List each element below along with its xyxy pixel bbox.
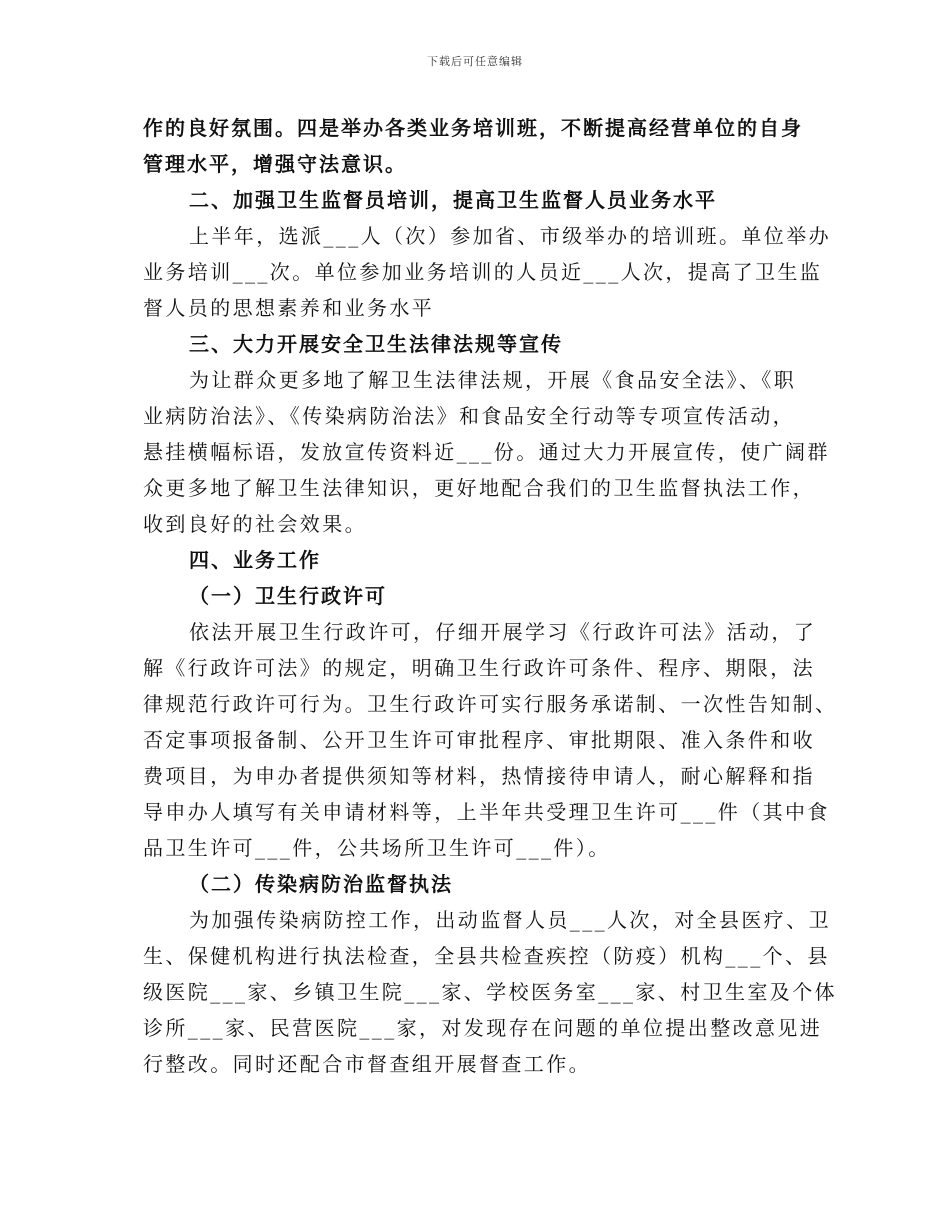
section-heading: 二、加强卫生监督员培训，提高卫生监督人员业务水平 — [189, 188, 717, 212]
text-line: 业务培训___次。单位参加业务培训的人员近___人次，提高了卫生监 — [143, 260, 823, 284]
section-heading: 三、大力开展安全卫生法律法规等宣传 — [189, 332, 563, 356]
text-line: 否定事项报备制、公开卫生许可审批程序、审批期限、准入条件和收 — [143, 728, 815, 752]
text-line: 督人员的思想素养和业务水平 — [143, 296, 435, 320]
text-line: 生、保健机构进行执法检查，全县共检查疾控（防疫）机构___个、县 — [143, 944, 830, 968]
text-line: 为加强传染病防控工作，出动监督人员___人次，对全县医疗、卫 — [189, 908, 831, 932]
text-line: 品卫生许可___件，公共场所卫生许可___件）。 — [143, 836, 611, 860]
text-line: 级医院___家、乡镇卫生院___家、学校医务室___家、村卫生室及个体 — [143, 980, 837, 1004]
text-line: 解《行政许可法》的规定，明确卫生行政许可条件、程序、期限，法 — [143, 656, 815, 680]
text-line: 业病防治法》、《传染病防治法》和食品安全行动等专项宣传活动， — [143, 404, 795, 428]
text-line: 管理水平，增强守法意识。 — [143, 152, 407, 176]
text-line: 上半年，选派___人（次）参加省、市级举办的培训班。单位举办 — [189, 224, 831, 248]
page-header: 下载后可任意编辑 — [427, 55, 523, 68]
section-heading: 四、业务工作 — [189, 548, 321, 572]
text-line: 依法开展卫生行政许可，仔细开展学习《行政许可法》活动，了 — [189, 620, 817, 644]
subsection-heading: （一）卫生行政许可 — [189, 584, 387, 608]
text-line: 导申办人填写有关申请材料等，上半年共受理卫生许可___件（其中食 — [143, 800, 830, 824]
text-line: 诊所___家、民营医院___家，对发现存在问题的单位提出整改意见进 — [143, 1016, 823, 1040]
text-line: 作的良好氛围。四是举办各类业务培训班，不断提高经营单位的自身 — [143, 116, 803, 140]
subsection-heading: （二）传染病防治监督执法 — [189, 872, 453, 896]
text-line: 收到良好的社会效果。 — [143, 512, 367, 536]
text-line: 费项目，为申办者提供须知等材料，热情接待申请人，耐心解释和指 — [143, 764, 815, 788]
text-line: 行整改。同时还配合市督查组开展督查工作。 — [143, 1052, 591, 1076]
text-line: 律规范行政许可行为。卫生行政许可实行服务承诺制、一次性告知制、 — [143, 692, 838, 716]
text-line: 为让群众更多地了解卫生法律法规，开展《食品安全法》、《职 — [189, 368, 797, 392]
text-line: 众更多地了解卫生法律知识，更好地配合我们的卫生监督执法工作， — [143, 476, 815, 500]
text-line: 悬挂横幅标语，发放宣传资料近___份。通过大力开展宣传，使广阔群 — [143, 440, 830, 464]
document-body — [143, 110, 838, 1082]
